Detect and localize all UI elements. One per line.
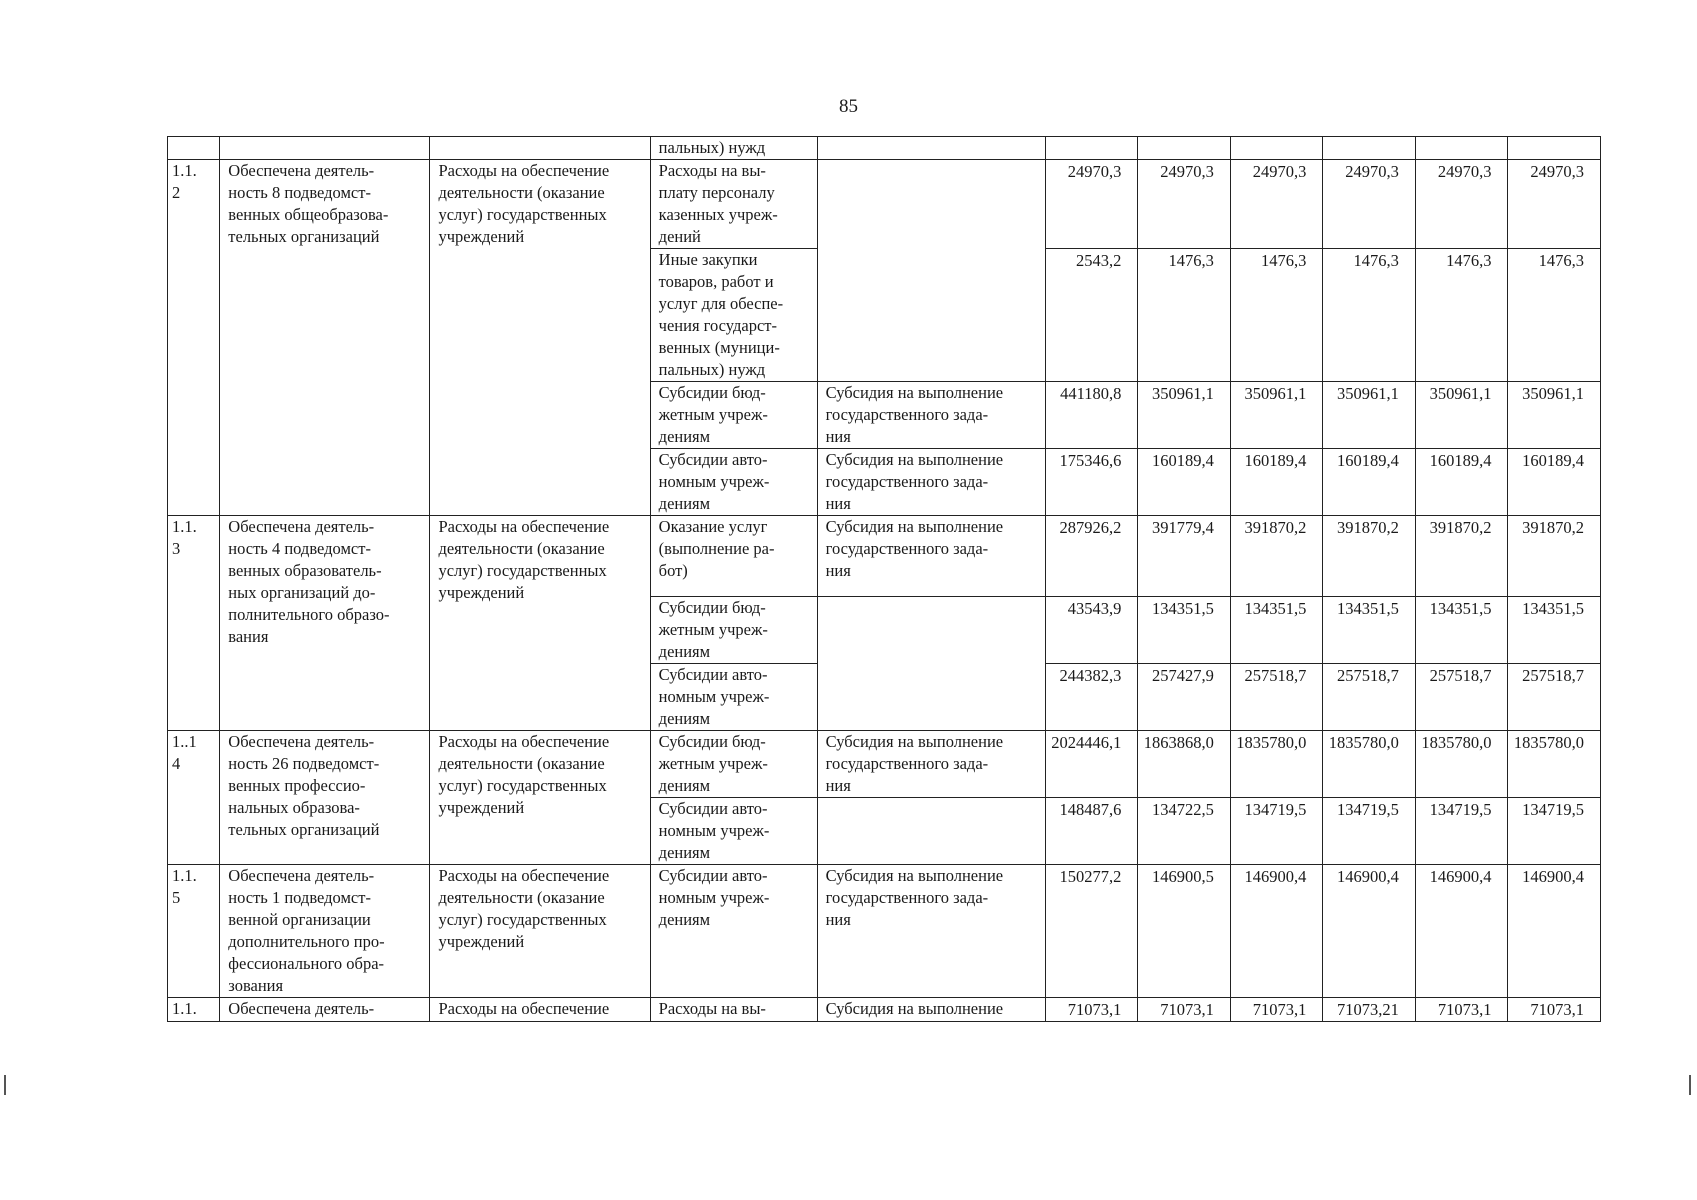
table-row <box>168 137 1601 160</box>
code-cell: 1.1. <box>168 998 220 1022</box>
value-cell: 71073,1 <box>1508 998 1601 1022</box>
value-cell: 24970,3 <box>1138 160 1231 249</box>
value-cell <box>1323 137 1416 160</box>
value-cell: 24970,3 <box>1508 160 1601 249</box>
value-cell: 71073,1 <box>1138 998 1231 1022</box>
value-cell: 134351,5 <box>1415 597 1508 664</box>
value-cell: 2024446,1 <box>1045 731 1138 798</box>
value-cell: 148487,6 <box>1045 798 1138 865</box>
purpose-cell: Субсидия на выполнение государственного зада- ния <box>817 382 1045 449</box>
value-cell: 71073,1 <box>1230 998 1323 1022</box>
value-cell: 160189,4 <box>1415 449 1508 516</box>
purpose-cell <box>817 798 1045 865</box>
table-row <box>168 516 1601 597</box>
value-cell <box>1508 137 1601 160</box>
result-cell: Обеспечена деятель- <box>220 998 430 1022</box>
purpose-cell: Субсидия на выполнение <box>817 998 1045 1022</box>
value-cell: 441180,8 <box>1045 382 1138 449</box>
purpose-cell: Субсидия на выполнение государственного зада- ния <box>817 865 1045 998</box>
direction-cell: Расходы на обеспечение <box>430 998 650 1022</box>
value-cell: 160189,4 <box>1508 449 1601 516</box>
value-cell: 134719,5 <box>1415 798 1508 865</box>
direction-cell: Расходы на обеспечение деятельности (оказание услуг) государственных учреждений <box>430 516 650 731</box>
direction-cell: Расходы на обеспечение деятельности (оказание услуг) государственных учреждений <box>430 731 650 865</box>
value-cell: 71073,1 <box>1415 998 1508 1022</box>
expense-type-cell: Субсидии авто- номным учреж- дениям <box>650 664 817 731</box>
value-cell: 391870,2 <box>1323 516 1416 597</box>
value-cell: 350961,1 <box>1415 382 1508 449</box>
value-cell: 2543,2 <box>1045 249 1138 382</box>
expense-type-cell: Расходы на вы- плату персоналу казенных учреж- дений <box>650 160 817 249</box>
value-cell: 350961,1 <box>1508 382 1601 449</box>
value-cell: 24970,3 <box>1230 160 1323 249</box>
expense-type-cell: Расходы на вы- <box>650 998 817 1022</box>
scan-edge-mark <box>4 1075 6 1095</box>
purpose-cell <box>817 160 1045 382</box>
direction-cell: Расходы на обеспечение деятельности (оказание услуг) государственных учреждений <box>430 865 650 998</box>
code-cell <box>168 137 220 160</box>
value-cell: 146900,4 <box>1508 865 1601 998</box>
value-cell: 134351,5 <box>1230 597 1323 664</box>
value-cell: 134351,5 <box>1508 597 1601 664</box>
value-cell: 1835780,0 <box>1230 731 1323 798</box>
value-cell: 350961,1 <box>1230 382 1323 449</box>
result-cell: Обеспечена деятель- ность 8 подведомст- венных общеобразова- тельных организаций <box>220 160 430 516</box>
value-cell: 24970,3 <box>1045 160 1138 249</box>
result-cell: Обеспечена деятель- ность 1 подведомст- венной организации дополнительного про- фессионального обра- зования <box>220 865 430 998</box>
value-cell: 134351,5 <box>1323 597 1416 664</box>
value-cell: 134719,5 <box>1230 798 1323 865</box>
value-cell <box>1045 137 1138 160</box>
expense-type-cell: Субсидии авто- номным учреж- дениям <box>650 798 817 865</box>
value-cell: 391870,2 <box>1508 516 1601 597</box>
value-cell: 134722,5 <box>1138 798 1231 865</box>
value-cell: 24970,3 <box>1415 160 1508 249</box>
value-cell: 350961,1 <box>1138 382 1231 449</box>
value-cell: 1476,3 <box>1138 249 1231 382</box>
value-cell: 150277,2 <box>1045 865 1138 998</box>
page-number: 85 <box>839 96 858 117</box>
value-cell: 71073,21 <box>1323 998 1416 1022</box>
value-cell: 257518,7 <box>1230 664 1323 731</box>
value-cell: 146900,4 <box>1230 865 1323 998</box>
purpose-cell <box>817 597 1045 731</box>
value-cell: 43543,9 <box>1045 597 1138 664</box>
value-cell: 391779,4 <box>1138 516 1231 597</box>
code-cell: 1.1. 5 <box>168 865 220 998</box>
value-cell: 146900,4 <box>1415 865 1508 998</box>
purpose-cell: Субсидия на выполнение государственного зада- ния <box>817 516 1045 597</box>
value-cell: 1835780,0 <box>1508 731 1601 798</box>
value-cell: 257518,7 <box>1508 664 1601 731</box>
table-row <box>168 865 1601 998</box>
expense-type-cell: пальных) нужд <box>650 137 817 160</box>
value-cell: 1835780,0 <box>1323 731 1416 798</box>
value-cell: 391870,2 <box>1230 516 1323 597</box>
table-row <box>168 160 1601 249</box>
value-cell: 391870,2 <box>1415 516 1508 597</box>
value-cell: 24970,3 <box>1323 160 1416 249</box>
purpose-cell: Субсидия на выполнение государственного зада- ния <box>817 731 1045 798</box>
value-cell: 1476,3 <box>1230 249 1323 382</box>
value-cell: 134351,5 <box>1138 597 1231 664</box>
value-cell <box>1230 137 1323 160</box>
expense-type-cell: Иные закупки товаров, работ и услуг для обеспе- чения государст- венных (муници- пальных) нужд <box>650 249 817 382</box>
result-cell: Обеспечена деятель- ность 4 подведомст- венных образователь- ных организаций до- полнительного образо- вания <box>220 516 430 731</box>
expense-type-cell: Субсидии авто- номным учреж- дениям <box>650 449 817 516</box>
value-cell: 1476,3 <box>1415 249 1508 382</box>
table-row <box>168 731 1601 798</box>
budget-table <box>167 136 1601 1022</box>
direction-cell <box>430 137 650 160</box>
value-cell: 257427,9 <box>1138 664 1231 731</box>
value-cell: 1476,3 <box>1508 249 1601 382</box>
value-cell: 244382,3 <box>1045 664 1138 731</box>
expense-type-cell: Субсидии авто- номным учреж- дениям <box>650 865 817 998</box>
value-cell: 134719,5 <box>1323 798 1416 865</box>
value-cell: 287926,2 <box>1045 516 1138 597</box>
value-cell: 1476,3 <box>1323 249 1416 382</box>
value-cell <box>1415 137 1508 160</box>
result-cell: Обеспечена деятель- ность 26 подведомст- венных профессио- нальных образова- тельных организаций <box>220 731 430 865</box>
purpose-cell: Субсидия на выполнение государственного зада- ния <box>817 449 1045 516</box>
code-cell: 1.1. 2 <box>168 160 220 516</box>
scan-edge-mark <box>1689 1075 1691 1095</box>
value-cell: 1863868,0 <box>1138 731 1231 798</box>
expense-type-cell: Оказание услуг (выполнение ра- бот) <box>650 516 817 597</box>
value-cell: 146900,5 <box>1138 865 1231 998</box>
table-row <box>168 998 1601 1022</box>
expense-type-cell: Субсидии бюд- жетным учреж- дениям <box>650 382 817 449</box>
value-cell: 160189,4 <box>1323 449 1416 516</box>
value-cell: 1835780,0 <box>1415 731 1508 798</box>
direction-cell: Расходы на обеспечение деятельности (оказание услуг) государственных учреждений <box>430 160 650 516</box>
result-cell <box>220 137 430 160</box>
expense-type-cell: Субсидии бюд- жетным учреж- дениям <box>650 731 817 798</box>
value-cell: 257518,7 <box>1323 664 1416 731</box>
value-cell: 350961,1 <box>1323 382 1416 449</box>
expense-type-cell: Субсидии бюд- жетным учреж- дениям <box>650 597 817 664</box>
value-cell: 160189,4 <box>1138 449 1231 516</box>
value-cell <box>1138 137 1231 160</box>
value-cell: 71073,1 <box>1045 998 1138 1022</box>
value-cell: 146900,4 <box>1323 865 1416 998</box>
value-cell: 257518,7 <box>1415 664 1508 731</box>
value-cell: 134719,5 <box>1508 798 1601 865</box>
value-cell: 175346,6 <box>1045 449 1138 516</box>
purpose-cell <box>817 137 1045 160</box>
code-cell: 1..1 4 <box>168 731 220 865</box>
value-cell: 160189,4 <box>1230 449 1323 516</box>
code-cell: 1.1. 3 <box>168 516 220 731</box>
